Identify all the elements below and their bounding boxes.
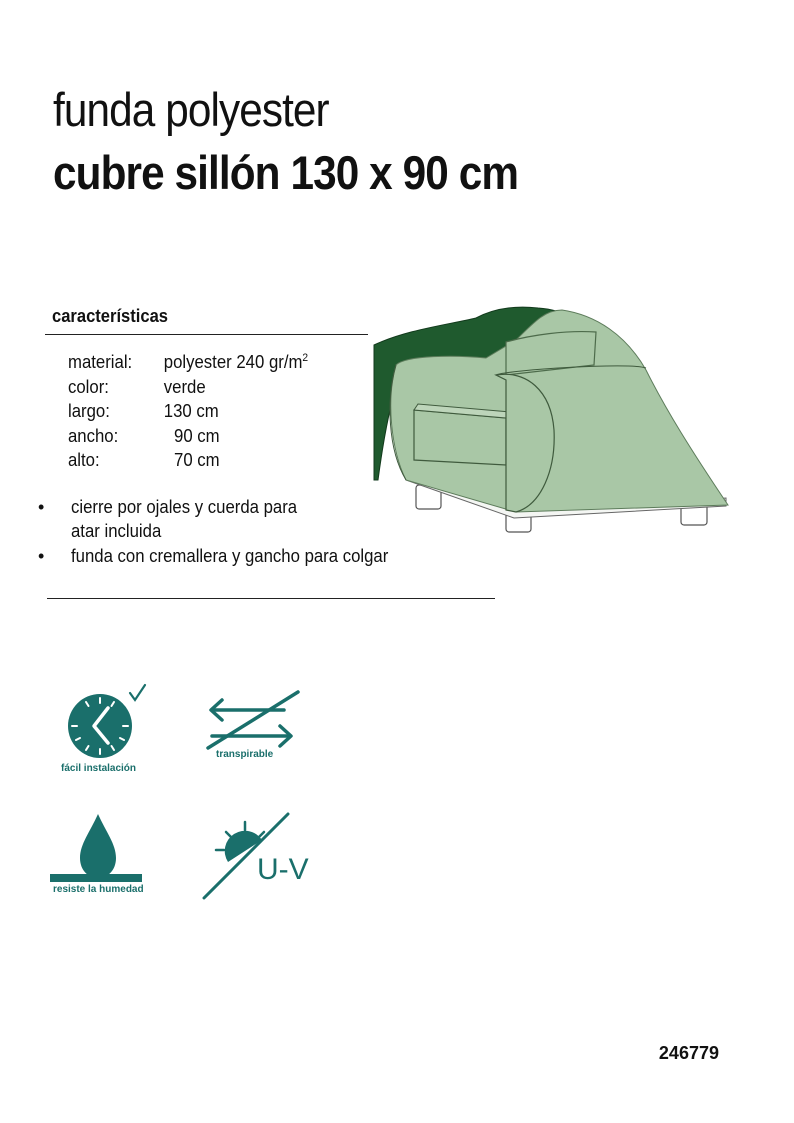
spec-value: 130 cm [163, 401, 219, 421]
clock-check-icon [62, 683, 150, 763]
section-rule-bottom [47, 598, 495, 599]
spec-row-color [68, 377, 206, 398]
spec-row-largo [68, 401, 219, 422]
section-rule-top [45, 334, 368, 335]
armchair-cover-illustration [366, 300, 736, 540]
icon-caption-uv: U-V [257, 853, 309, 886]
product-code: 246779 [658, 1043, 719, 1063]
spec-value: polyester 240 gr/m [163, 352, 303, 372]
spec-value: verde [163, 377, 206, 397]
feature-1-line-1: cierre por ojales y cuerda para [71, 497, 298, 517]
icon-caption-transpirable: transpirable [216, 749, 274, 760]
title-line-1: funda polyester [53, 83, 329, 136]
feature-2-line-1: funda con cremallera y gancho para colgar [71, 546, 389, 566]
spec-label: material: [68, 352, 133, 372]
spec-value: 70 cm [174, 450, 220, 470]
spec-row-material [68, 352, 308, 373]
spec-label: color: [68, 377, 109, 397]
spec-label: largo: [68, 401, 110, 421]
icon-caption-facil-instalacion: fácil instalación [61, 763, 137, 774]
breathable-arrows-icon [202, 688, 306, 752]
spec-value-superscript: 2 [302, 352, 309, 364]
bullet-dot: • [38, 546, 45, 566]
spec-value: 90 cm [174, 426, 220, 446]
water-drop-icon [48, 810, 144, 886]
bullet-dot: • [38, 497, 45, 517]
spec-label: alto: [68, 450, 100, 470]
spec-row-alto [68, 450, 220, 471]
icon-caption-resiste-la-humedad: resiste la humedad [53, 884, 144, 895]
spec-row-ancho [68, 426, 220, 447]
feature-1-line-2: atar incluida [71, 521, 162, 541]
section-heading: características [52, 306, 169, 326]
title-line-2: cubre sillón 130 x 90 cm [53, 146, 519, 199]
spec-label: ancho: [68, 426, 119, 446]
